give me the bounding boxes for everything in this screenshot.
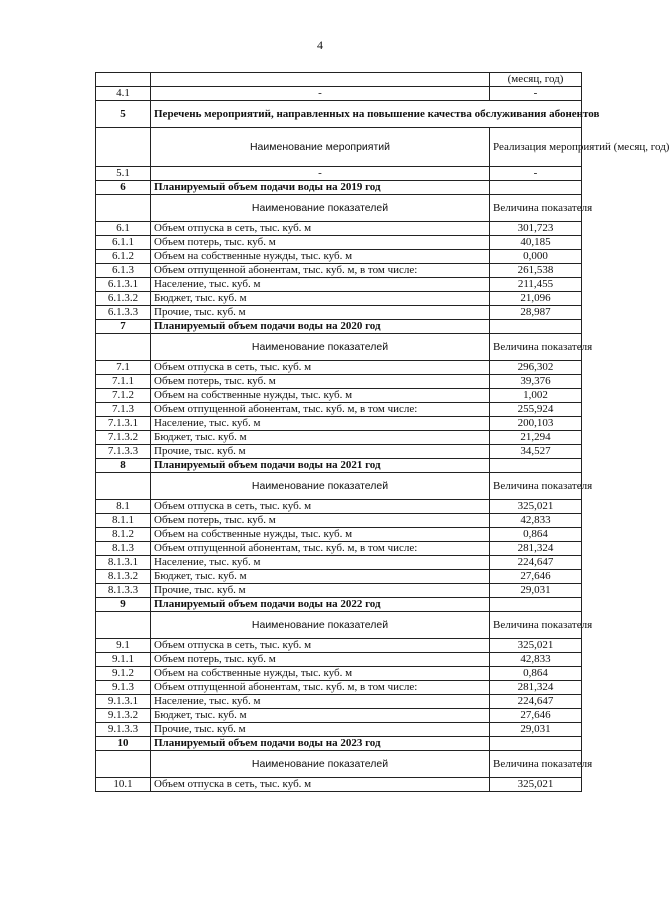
cell-num: 9.1.3.3 [96,723,151,737]
cell-name: Объем отпущенной абонентам, тыс. куб. м, в том числе: [151,403,490,417]
column-header-value: Величина показателя [490,612,582,639]
cell-name: - [151,87,490,101]
table-row [96,417,582,431]
cell-value: 211,455 [490,278,582,292]
cell-num: 6.1.3.3 [96,306,151,320]
section-header-row [96,181,582,195]
column-header-value: Реализация мероприятий (месяц, год) [490,128,582,167]
cell-num [96,334,151,361]
cell-value: 1,002 [490,389,582,403]
cell-num: 9.1.3 [96,681,151,695]
cell-num: 8.1.3.2 [96,570,151,584]
table-row [96,528,582,542]
cell-name: Объем отпущенной абонентам, тыс. куб. м, в том числе: [151,681,490,695]
cell-num: 6.1.2 [96,250,151,264]
column-header-row [96,473,582,500]
cell-name: Население, тыс. куб. м [151,278,490,292]
cell-num: 7.1.3.1 [96,417,151,431]
cell-value: 28,987 [490,306,582,320]
cell-value: 42,833 [490,514,582,528]
table-row [96,389,582,403]
cell-value-empty [490,320,582,334]
table-row [96,681,582,695]
cell-value: 39,376 [490,375,582,389]
section-number: 6 [96,181,151,195]
cell-value: 224,647 [490,556,582,570]
cell-num: 9.1.1 [96,653,151,667]
cell-num: 6.1.1 [96,236,151,250]
cell-name: Бюджет, тыс. куб. м [151,431,490,445]
table-row [96,695,582,709]
cell-num: 7.1.1 [96,375,151,389]
section-title: Перечень мероприятий, направленных на повышение качества обслуживания абонентов [151,101,582,128]
column-header-name: Наименование показателей [151,751,490,778]
cell-num: 6.1.3 [96,264,151,278]
cell-num: 8.1.1 [96,514,151,528]
table-row [96,639,582,653]
cell-name: Объем на собственные нужды, тыс. куб. м [151,528,490,542]
cell-value: 21,096 [490,292,582,306]
cell-value: 325,021 [490,639,582,653]
column-header-value: Величина показателя [490,195,582,222]
column-header-row [96,334,582,361]
section-title: Планируемый объем подачи воды на 2022 год [151,598,490,612]
cell-name: Объем отпуска в сеть, тыс. куб. м [151,361,490,375]
cell-name: Объем отпуска в сеть, тыс. куб. м [151,639,490,653]
cell-value: 40,185 [490,236,582,250]
table-row [96,87,582,101]
table-row [96,514,582,528]
column-header-value: Величина показателя [490,334,582,361]
cell-num: 9.1.3.1 [96,695,151,709]
indicators-table [95,72,669,792]
cell-num [96,751,151,778]
cell-num: 9.1 [96,639,151,653]
table-row [96,667,582,681]
table-row [96,222,582,236]
section-header-row [96,459,582,473]
cell-name: Объем отпуска в сеть, тыс. куб. м [151,222,490,236]
cell-value: 27,646 [490,709,582,723]
cell-value-empty [490,181,582,195]
column-header-row [96,195,582,222]
cell-num [96,612,151,639]
cell-num: 7.1.3.2 [96,431,151,445]
cell-value: 281,324 [490,542,582,556]
cell-value: 0,864 [490,528,582,542]
section-number: 10 [96,737,151,751]
cell-name: Объем отпуска в сеть, тыс. куб. м [151,500,490,514]
table-row [96,584,582,598]
cell-num: 7.1.2 [96,389,151,403]
cell-name: Объем отпуска в сеть, тыс. куб. м [151,778,490,792]
table-row [96,500,582,514]
cell-num: 9.1.3.2 [96,709,151,723]
cell-value: 0,000 [490,250,582,264]
cell-num: 7.1 [96,361,151,375]
column-header-name: Наименование показателей [151,473,490,500]
section-title: Планируемый объем подачи воды на 2023 год [151,737,490,751]
cell-num [96,128,151,167]
cell-name: Объем потерь, тыс. куб. м [151,236,490,250]
cell-name: Население, тыс. куб. м [151,417,490,431]
table-row [96,445,582,459]
section-header-row [96,101,582,128]
cell-name: Объем потерь, тыс. куб. м [151,375,490,389]
cell-value: 261,538 [490,264,582,278]
table-row [96,653,582,667]
page-number: 4 [317,38,323,52]
cell-name: Объем на собственные нужды, тыс. куб. м [151,667,490,681]
table-row [96,73,582,87]
column-header-value: Величина показателя [490,751,582,778]
table-row [96,236,582,250]
table-row [96,264,582,278]
cell-value-empty [490,459,582,473]
column-header-name: Наименование показателей [151,195,490,222]
cell-value: 200,103 [490,417,582,431]
cell-value: 29,031 [490,584,582,598]
cell-name: Объем потерь, тыс. куб. м [151,653,490,667]
table-row [96,361,582,375]
cell-value: 224,647 [490,695,582,709]
cell-num: 5.1 [96,167,151,181]
table-row [96,431,582,445]
table-row [96,278,582,292]
cell-num: 4.1 [96,87,151,101]
column-header-name: Наименование показателей [151,334,490,361]
cell-num: 8.1.3.1 [96,556,151,570]
cell-value: - [490,87,582,101]
cell-name: - [151,167,490,181]
cell-num: 8.1.3 [96,542,151,556]
cell-name: Объем на собственные нужды, тыс. куб. м [151,250,490,264]
cell-num: 9.1.2 [96,667,151,681]
cell-value-empty [490,598,582,612]
cell-name: Прочие, тыс. куб. м [151,723,490,737]
cell-num: 6.1.3.2 [96,292,151,306]
cell-name: Объем отпущенной абонентам, тыс. куб. м, в том числе: [151,542,490,556]
cell-value: 21,294 [490,431,582,445]
table-row [96,556,582,570]
cell-name: Прочие, тыс. куб. м [151,306,490,320]
section-title: Планируемый объем подачи воды на 2021 год [151,459,490,473]
cell-name: Бюджет, тыс. куб. м [151,570,490,584]
table-row [96,250,582,264]
cell-name [151,73,490,87]
cell-name: Население, тыс. куб. м [151,695,490,709]
section-title: Планируемый объем подачи воды на 2020 год [151,320,490,334]
column-header-name: Наименование показателей [151,612,490,639]
column-header-name: Наименование мероприятий [151,128,490,167]
cell-num: 8.1.3.3 [96,584,151,598]
table-row [96,778,582,792]
cell-num: 7.1.3.3 [96,445,151,459]
cell-value: 281,324 [490,681,582,695]
column-header-value: Величина показателя [490,473,582,500]
cell-num: 8.1 [96,500,151,514]
table-row [96,709,582,723]
section-number: 5 [96,101,151,128]
cell-value: - [490,167,582,181]
cell-value: 34,527 [490,445,582,459]
section-number: 7 [96,320,151,334]
cell-name: Прочие, тыс. куб. м [151,445,490,459]
cell-value: (месяц, год) [490,73,582,87]
table-row [96,570,582,584]
cell-name: Бюджет, тыс. куб. м [151,709,490,723]
cell-name: Прочие, тыс. куб. м [151,584,490,598]
column-header-row [96,128,582,167]
table-row [96,542,582,556]
table-row [96,292,582,306]
table-row [96,306,582,320]
section-header-row [96,320,582,334]
section-title: Планируемый объем подачи воды на 2019 год [151,181,490,195]
section-number: 9 [96,598,151,612]
cell-num [96,73,151,87]
cell-value-empty [490,737,582,751]
table-row [96,375,582,389]
cell-num [96,195,151,222]
cell-value: 29,031 [490,723,582,737]
cell-name: Объем потерь, тыс. куб. м [151,514,490,528]
cell-name: Объем отпущенной абонентам, тыс. куб. м, в том числе: [151,264,490,278]
cell-value: 27,646 [490,570,582,584]
cell-value: 325,021 [490,778,582,792]
cell-num: 8.1.2 [96,528,151,542]
section-header-row [96,737,582,751]
cell-num: 10.1 [96,778,151,792]
cell-name: Население, тыс. куб. м [151,556,490,570]
table-row [96,723,582,737]
cell-value: 255,924 [490,403,582,417]
column-header-row [96,612,582,639]
table-row [96,403,582,417]
section-header-row [96,598,582,612]
cell-value: 296,302 [490,361,582,375]
cell-value: 0,864 [490,667,582,681]
cell-num: 6.1 [96,222,151,236]
cell-num: 6.1.3.1 [96,278,151,292]
table-row [96,167,582,181]
cell-name: Объем на собственные нужды, тыс. куб. м [151,389,490,403]
cell-num [96,473,151,500]
cell-value: 325,021 [490,500,582,514]
column-header-row [96,751,582,778]
cell-value: 301,723 [490,222,582,236]
cell-value: 42,833 [490,653,582,667]
cell-name: Бюджет, тыс. куб. м [151,292,490,306]
cell-num: 7.1.3 [96,403,151,417]
section-number: 8 [96,459,151,473]
